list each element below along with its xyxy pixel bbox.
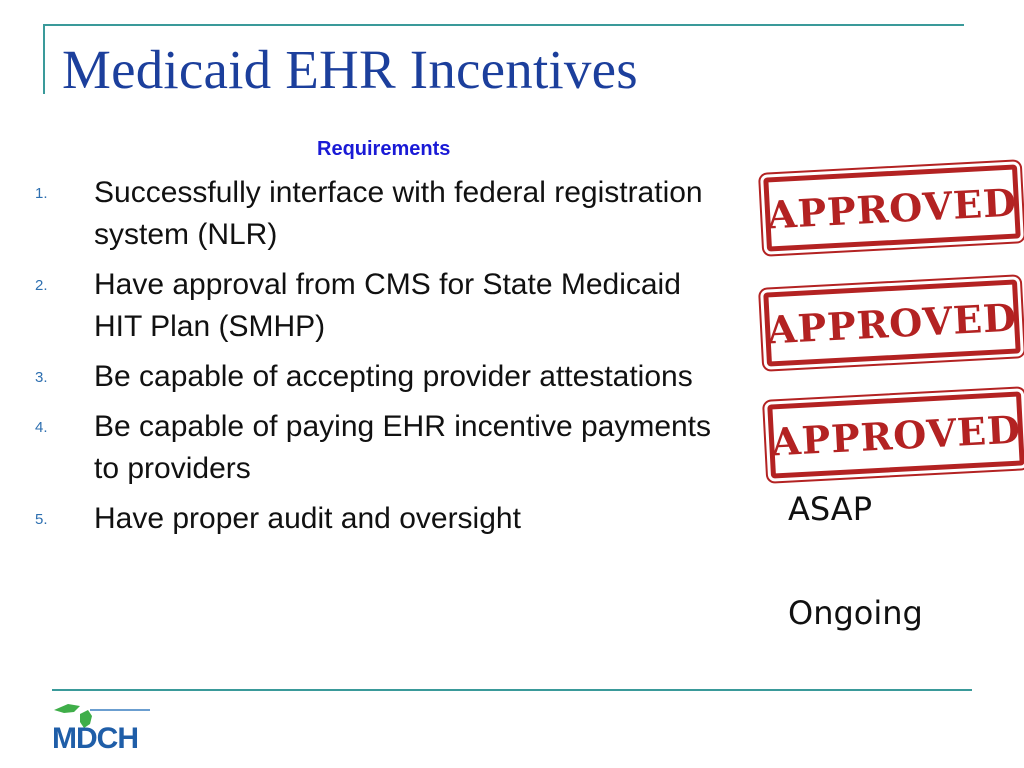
list-item: [35, 498, 715, 540]
slide-title: Medicaid EHR Incentives: [62, 39, 638, 100]
list-item-number: 1.: [35, 185, 48, 202]
list-item-number: 2.: [35, 277, 48, 294]
list-item-text: Be capable of accepting provider attestations: [94, 360, 693, 393]
logo-text: MDCH: [52, 722, 138, 752]
list-item-number: 4.: [35, 419, 48, 436]
left-border-line: [43, 24, 45, 94]
top-border-line: [43, 24, 964, 26]
approved-stamp: APPROVED: [763, 164, 1021, 251]
slide-subtitle: Requirements: [317, 138, 451, 160]
list-item: [35, 356, 715, 398]
list-item-text: Have proper audit and oversight: [94, 502, 521, 535]
list-item-text: Have approval from CMS for State Medicaid HIT Plan (SMHP): [94, 268, 681, 343]
list-item-number: 5.: [35, 511, 48, 528]
list-item-number: 3.: [35, 369, 48, 386]
mdch-logo: [50, 700, 160, 752]
asap-note: ASAP: [788, 490, 872, 528]
ongoing-note: Ongoing: [788, 594, 923, 632]
bottom-border-line: [52, 689, 972, 691]
list-item: [35, 406, 715, 490]
approved-stamp: APPROVED: [767, 391, 1024, 478]
list-item: [35, 264, 715, 348]
list-item-text: Be capable of paying EHR incentive payments to providers: [94, 410, 712, 485]
approved-stamp: APPROVED: [763, 279, 1021, 366]
requirements-list: [35, 172, 715, 548]
list-item: [35, 172, 715, 256]
list-item-text: Successfully interface with federal registration system (NLR): [94, 176, 703, 251]
